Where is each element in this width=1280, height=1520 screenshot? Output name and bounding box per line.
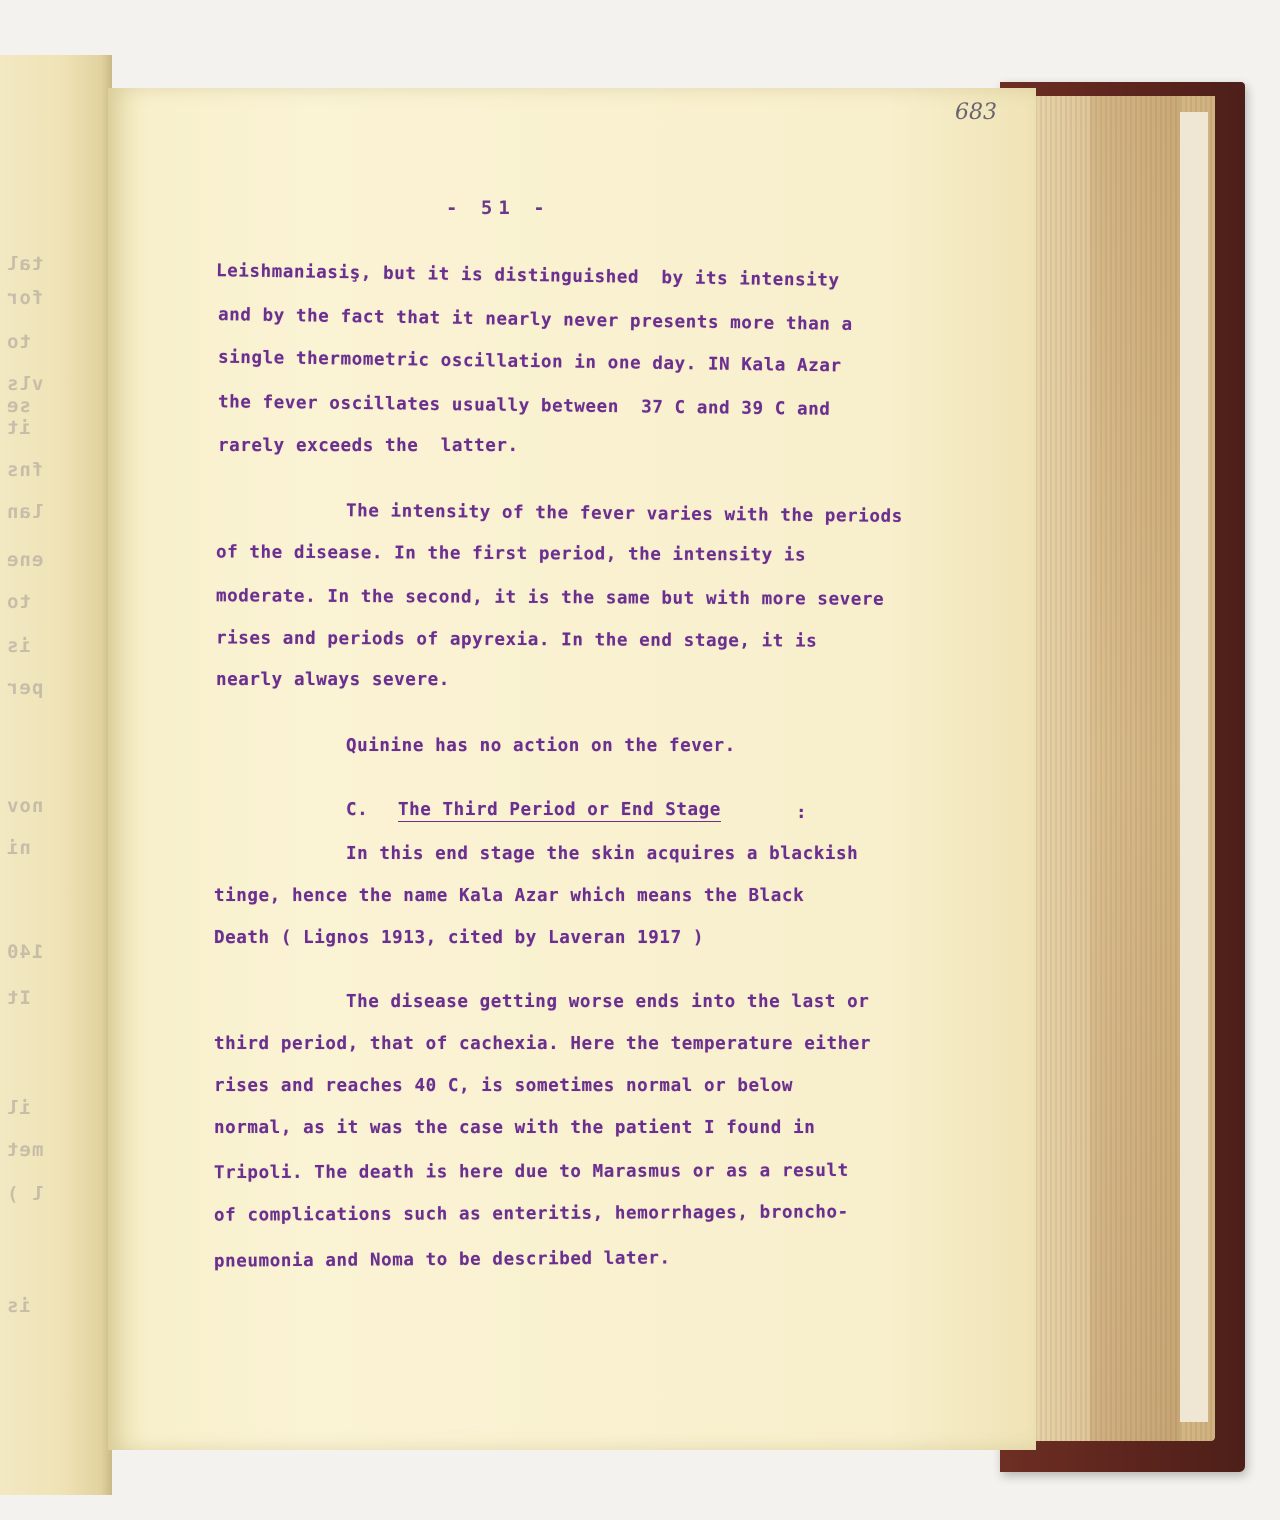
text-line: The intensity of the fever varies with the periods bbox=[345, 501, 903, 527]
text-line: rises and periods of apyrexia. In the end stage, it is bbox=[215, 628, 818, 652]
document-page bbox=[108, 88, 1036, 1450]
handwritten-folio-number: 683 bbox=[955, 100, 997, 125]
left-page-fragment: is bbox=[6, 1295, 31, 1317]
text-line: single thermometric oscillation in one day. IN Kala Azar bbox=[217, 347, 842, 377]
text-line: normal, as it was the case with the patient I found in bbox=[214, 1118, 816, 1138]
text-line: tinge, hence the name Kala Azar which means the Black bbox=[214, 886, 805, 906]
text-line: rarely exceeds the latter. bbox=[218, 436, 519, 456]
section-heading: The Third Period or End Stage bbox=[398, 800, 721, 820]
left-page-fragment: is bbox=[6, 635, 31, 657]
left-page-fragment: per bbox=[6, 677, 44, 699]
left-page-fragment: for bbox=[6, 287, 44, 309]
left-page-fragment: l ) bbox=[6, 1183, 44, 1205]
left-page-fragment: 140 bbox=[6, 941, 44, 963]
section-letter: C. bbox=[346, 800, 369, 820]
left-page bbox=[0, 55, 112, 1495]
text-line: nearly always severe. bbox=[216, 670, 450, 690]
left-page-fragment: fns bbox=[6, 459, 44, 481]
left-page-fragment: to bbox=[6, 331, 31, 353]
text-line: third period, that of cachexia. Here the temperature either bbox=[214, 1034, 872, 1054]
text-line: Quinine has no action on the fever. bbox=[346, 736, 736, 756]
section-heading-colon: : bbox=[796, 803, 808, 823]
text-line: In this end stage the skin acquires a blackish bbox=[346, 844, 859, 864]
text-line: of the disease. In the first period, the intensity is bbox=[215, 542, 807, 566]
text-line: rises and reaches 40 C, is sometimes normal or below bbox=[214, 1076, 794, 1096]
text-line: the fever oscillates usually between 37 C and 39 C and bbox=[217, 392, 831, 420]
left-page-fragment: ene bbox=[6, 549, 44, 571]
left-page-fragment: met bbox=[6, 1139, 44, 1161]
left-page-fragment: nov bbox=[6, 795, 44, 817]
left-page-fragment: il bbox=[6, 1097, 31, 1119]
text-line: pneumonia and Noma to be described later. bbox=[213, 1248, 671, 1272]
left-page-fragment: ni bbox=[6, 837, 31, 859]
left-page-fragment: tal bbox=[6, 253, 44, 275]
text-line: The disease getting worse ends into the last or bbox=[346, 992, 870, 1012]
inner-sheet bbox=[1180, 112, 1208, 1422]
text-line: Death ( Lignos 1913, cited by Laveran 1917 ) bbox=[214, 928, 704, 948]
left-page-fragment: It bbox=[6, 987, 31, 1009]
left-page-fragment: it bbox=[6, 417, 31, 439]
left-page-fragment: vls bbox=[6, 373, 44, 395]
text-line: and by the fact that it nearly never presents more than a bbox=[217, 305, 853, 335]
left-page-fragment: se bbox=[6, 395, 31, 417]
text-line: Tripoli. The death is here due to Marasmus or as a result bbox=[213, 1160, 849, 1184]
text-line: moderate. In the second, it is the same but with more severe bbox=[215, 586, 885, 610]
page-number: - 51 - bbox=[446, 197, 551, 219]
left-page-fragment: lan bbox=[6, 501, 44, 523]
text-line: of complications such as enteritis, hemorrhages, broncho- bbox=[213, 1202, 849, 1226]
left-page-fragment: to bbox=[6, 591, 31, 613]
text-line: Leishmaniasiş, but it is distinguished by its intensity bbox=[215, 261, 840, 291]
